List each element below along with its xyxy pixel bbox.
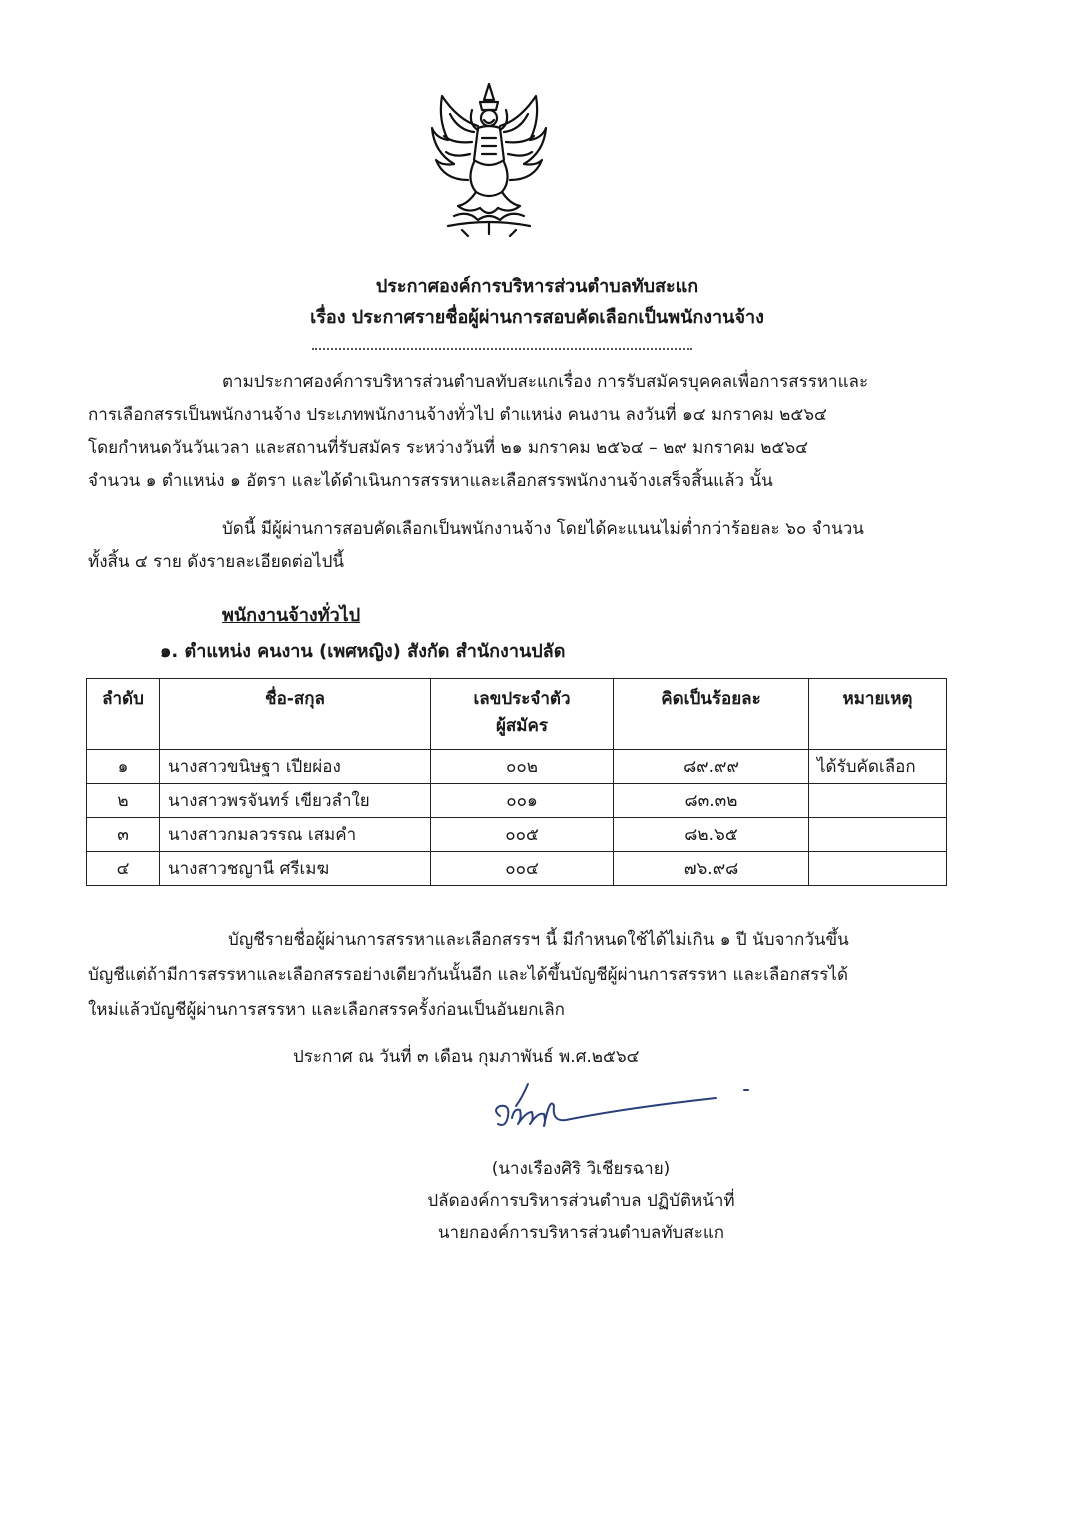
header-id-line2: ผู้สมัคร (495, 716, 549, 736)
position-title: ๑. ตำแหน่ง คนงาน (เพศหญิง) สังกัด สำนักงานปลัด (160, 641, 566, 662)
cell-pct: ๘๒.๖๕ (614, 818, 809, 852)
garuda-emblem-icon (428, 80, 550, 238)
announcement-subject: เรื่อง ประกาศรายชื่อผู้ผ่านการสอบคัดเลือกเป็นพนักงานจ้าง (310, 307, 764, 328)
paragraph-line: ใหม่แล้วบัญชีผู้ผ่านการสรรหา และเลือกสรรครั้งก่อนเป็นอันยกเลิก (88, 1000, 565, 1020)
cell-id: ๐๐๒ (431, 750, 614, 784)
table-row (87, 818, 947, 852)
cell-note (809, 784, 947, 818)
signatory-name: (นางเรืองศิริ วิเชียรฉาย) (491, 1159, 671, 1179)
paragraph-line: ทั้งสิ้น ๔ ราย ดังรายละเอียดต่อไปนี้ (88, 552, 344, 572)
paragraph-line: จำนวน ๑ ตำแหน่ง ๑ อัตรา และได้ดำเนินการสรรหาและเลือกสรรพนักงานจ้างเสร็จสิ้นแล้ว นั้น (88, 471, 773, 491)
cell-num: ๑ (87, 750, 160, 784)
header-note: หมายเหตุ (809, 679, 947, 750)
candidate-table (86, 678, 947, 886)
paragraph-line: บัญชีแต่ถ้ามีการสรรหาและเลือกสรรอย่างเดียวกันนั้นอีก และได้ขึ้นบัญชีผู้ผ่านการสรรหา และเลือกสรรได้ (88, 965, 848, 985)
header-name: ชื่อ-สกุล (160, 679, 431, 750)
cell-pct: ๘๓.๓๒ (614, 784, 809, 818)
cell-name: นางสาวพรจันทร์ เขียวลำใย (160, 784, 431, 818)
signatory-title-2: นายกองค์การบริหารส่วนตำบลทับสะแก (437, 1223, 725, 1243)
cell-num: ๔ (87, 852, 160, 886)
section-title: พนักงานจ้างทั่วไป (222, 605, 361, 626)
cell-id: ๐๐๕ (431, 818, 614, 852)
paragraph-line: บัญชีรายชื่อผู้ผ่านการสรรหาและเลือกสรรฯ นี้ มีกำหนดใช้ได้ไม่เกิน ๑ ปี นับจากวันขึ้น (228, 930, 849, 950)
cell-pct: ๘๙.๙๙ (614, 750, 809, 784)
paragraph-line: การเลือกสรรเป็นพนักงานจ้าง ประเภทพนักงานจ้างทั่วไป ตำแหน่ง คนงาน ลงวันที่ ๑๔ มกราคม ๒๕๖๔ (88, 405, 827, 425)
header-num: ลำดับ (87, 679, 160, 750)
announcement-title: ประกาศองค์การบริหารส่วนตำบลทับสะแก (375, 276, 699, 297)
cell-id: ๐๐๑ (431, 784, 614, 818)
cell-pct: ๗๖.๙๘ (614, 852, 809, 886)
announcement-date: ประกาศ ณ วันที่ ๓ เดือน กุมภาพันธ์ พ.ศ.๒๕๖๔ (293, 1047, 640, 1067)
cell-note (809, 852, 947, 886)
table-row (87, 750, 947, 784)
paragraph-line: บัดนี้ มีผู้ผ่านการสอบคัดเลือกเป็นพนักงานจ้าง โดยได้คะแนนไม่ต่ำกว่าร้อยละ ๖๐ จำนวน (222, 519, 864, 539)
header-pct: คิดเป็นร้อยละ (614, 679, 809, 750)
paragraph-line: ตามประกาศองค์การบริหารส่วนตำบลทับสะแกเรื่อง การรับสมัครบุคคลเพื่อการสรรหาและ (222, 372, 869, 392)
cell-note (809, 818, 947, 852)
cell-note: ได้รับคัดเลือก (809, 750, 947, 784)
cell-num: ๒ (87, 784, 160, 818)
table-row (87, 784, 947, 818)
table-row (87, 852, 947, 886)
signature-mark (486, 1076, 756, 1136)
dotted-divider (312, 348, 692, 350)
signatory-title-1: ปลัดองค์การบริหารส่วนตำบล ปฏิบัติหน้าที่ (427, 1191, 735, 1211)
cell-id: ๐๐๔ (431, 852, 614, 886)
cell-num: ๓ (87, 818, 160, 852)
header-id-line1: เลขประจำตัว (473, 689, 571, 709)
cell-name: นางสาวขนิษฐา เปียผ่อง (160, 750, 431, 784)
paragraph-line: โดยกำหนดวันวันเวลา และสถานที่รับสมัคร ระหว่างวันที่ ๒๑ มกราคม ๒๕๖๔ – ๒๙ มกราคม ๒๕๖๔ (88, 438, 809, 458)
header-id (431, 679, 614, 750)
cell-name: นางสาวกมลวรรณ เสมคำ (160, 818, 431, 852)
table-header-row (87, 679, 947, 750)
cell-name: นางสาวชญานี ศรีเมฆ (160, 852, 431, 886)
